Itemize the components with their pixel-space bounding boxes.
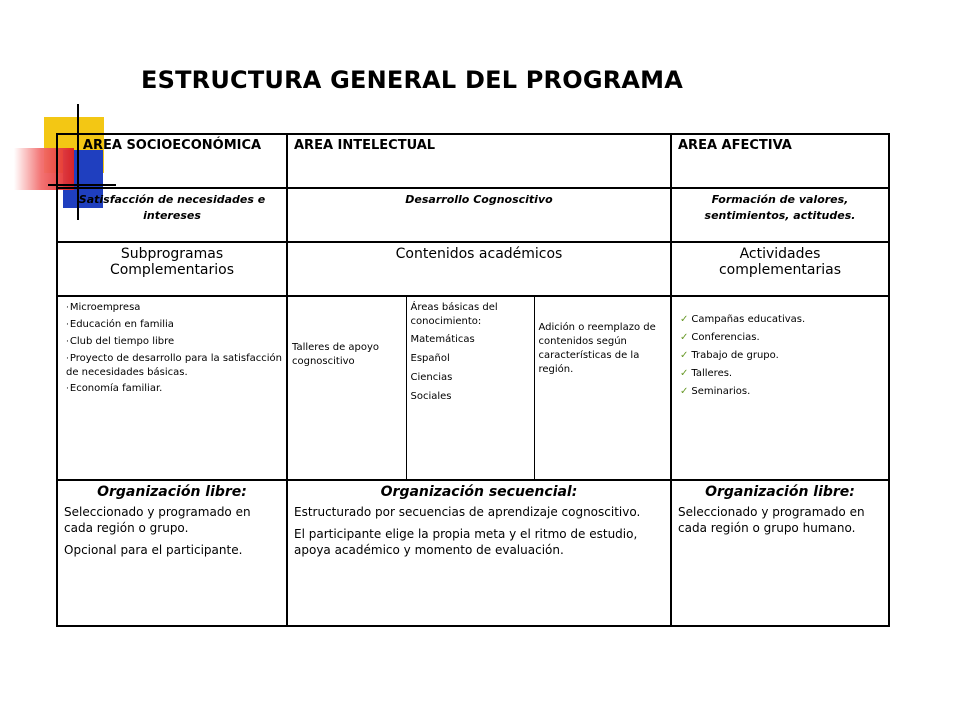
organization-row <box>57 480 889 626</box>
organizacion-secuencial-cell <box>287 480 671 626</box>
organizacion-title: Organización secuencial: <box>380 484 578 500</box>
objective-intelectual: Desarrollo Cognoscitivo <box>287 188 671 242</box>
areas-basicas-title: Áreas básicas del conocimiento: <box>410 302 498 327</box>
actividades-cell <box>671 296 889 480</box>
contenidos-inner-table <box>288 297 672 479</box>
list-item: ✓ Talleres. <box>680 368 733 379</box>
type-subprogramas: Subprogramas Complementarios <box>57 242 287 296</box>
organizacion-libre-cell-1 <box>57 480 287 626</box>
organizacion-description: Seleccionado y programado en cada región o grupo humano. <box>678 505 865 535</box>
area-intelectual-header: AREA INTELECTUAL <box>287 134 671 188</box>
area-afectiva-header: AREA AFECTIVA <box>671 134 889 188</box>
subprogramas-cell <box>57 296 287 480</box>
list-item: ·Proyecto de desarrollo para la satisfacción de necesidades básicas. <box>66 353 282 378</box>
area-item: Ciencias <box>410 372 453 383</box>
organizacion-title: Organización libre: <box>97 484 247 500</box>
organizacion-title: Organización libre: <box>705 484 855 500</box>
area-socioeconomica-header: AREA SOCIOECONÓMICA <box>57 134 287 188</box>
bullet-icon: · <box>66 337 69 347</box>
program-structure-table <box>56 133 890 627</box>
check-icon: ✓ <box>680 332 689 343</box>
type-contenidos: Contenidos académicos <box>287 242 671 296</box>
actividades-list <box>676 313 884 399</box>
organizacion-description: Seleccionado y programado en cada región o grupo. <box>64 505 251 535</box>
bullet-icon: · <box>66 384 69 394</box>
bullet-icon: · <box>66 303 69 313</box>
organizacion-note: El participante elige la propia meta y el ritmo de estudio, apoya académico y momento de evaluación. <box>294 527 638 557</box>
bullet-icon: · <box>66 320 69 330</box>
areas-basicas-cell <box>406 297 534 479</box>
list-item: ✓ Seminarios. <box>680 386 751 397</box>
check-icon: ✓ <box>680 368 689 379</box>
page-title: ESTRUCTURA GENERAL DEL PROGRAMA <box>141 66 684 94</box>
objective-socioeconomica: Satisfacción de necesidades e intereses <box>57 188 287 242</box>
check-icon: ✓ <box>680 314 689 325</box>
organizacion-description: Estructurado por secuencias de aprendizaje cognoscitivo. <box>294 505 641 519</box>
list-item: ✓ Conferencias. <box>680 332 760 343</box>
areas-row <box>57 134 889 188</box>
objective-afectiva: Formación de valores, sentimientos, actitudes. <box>671 188 889 242</box>
area-item: Sociales <box>410 391 452 402</box>
details-row <box>57 296 889 480</box>
talleres-text: Talleres de apoyo cognoscitivo <box>292 342 380 367</box>
check-icon: ✓ <box>680 350 689 361</box>
subprogramas-list <box>62 301 282 396</box>
types-row <box>57 242 889 296</box>
area-item: Matemáticas <box>410 334 475 345</box>
list-item: ✓ Campañas educativas. <box>680 314 806 325</box>
contenidos-cell <box>287 296 671 480</box>
bullet-icon: · <box>66 354 69 364</box>
organizacion-libre-cell-2 <box>671 480 889 626</box>
organizacion-note: Opcional para el participante. <box>64 543 243 557</box>
area-item: Español <box>410 353 450 364</box>
objectives-row <box>57 188 889 242</box>
list-item: ·Educación en familia <box>66 319 174 330</box>
check-icon: ✓ <box>680 386 689 397</box>
list-item: ✓ Trabajo de grupo. <box>680 350 779 361</box>
list-item: ·Club del tiempo libre <box>66 336 175 347</box>
type-actividades: Actividades complementarias <box>671 242 889 296</box>
list-item: ·Economía familiar. <box>66 383 163 394</box>
list-item: ·Microempresa <box>66 302 141 313</box>
adicion-text: Adición o reemplazo de contenidos según características de la región. <box>534 297 672 479</box>
